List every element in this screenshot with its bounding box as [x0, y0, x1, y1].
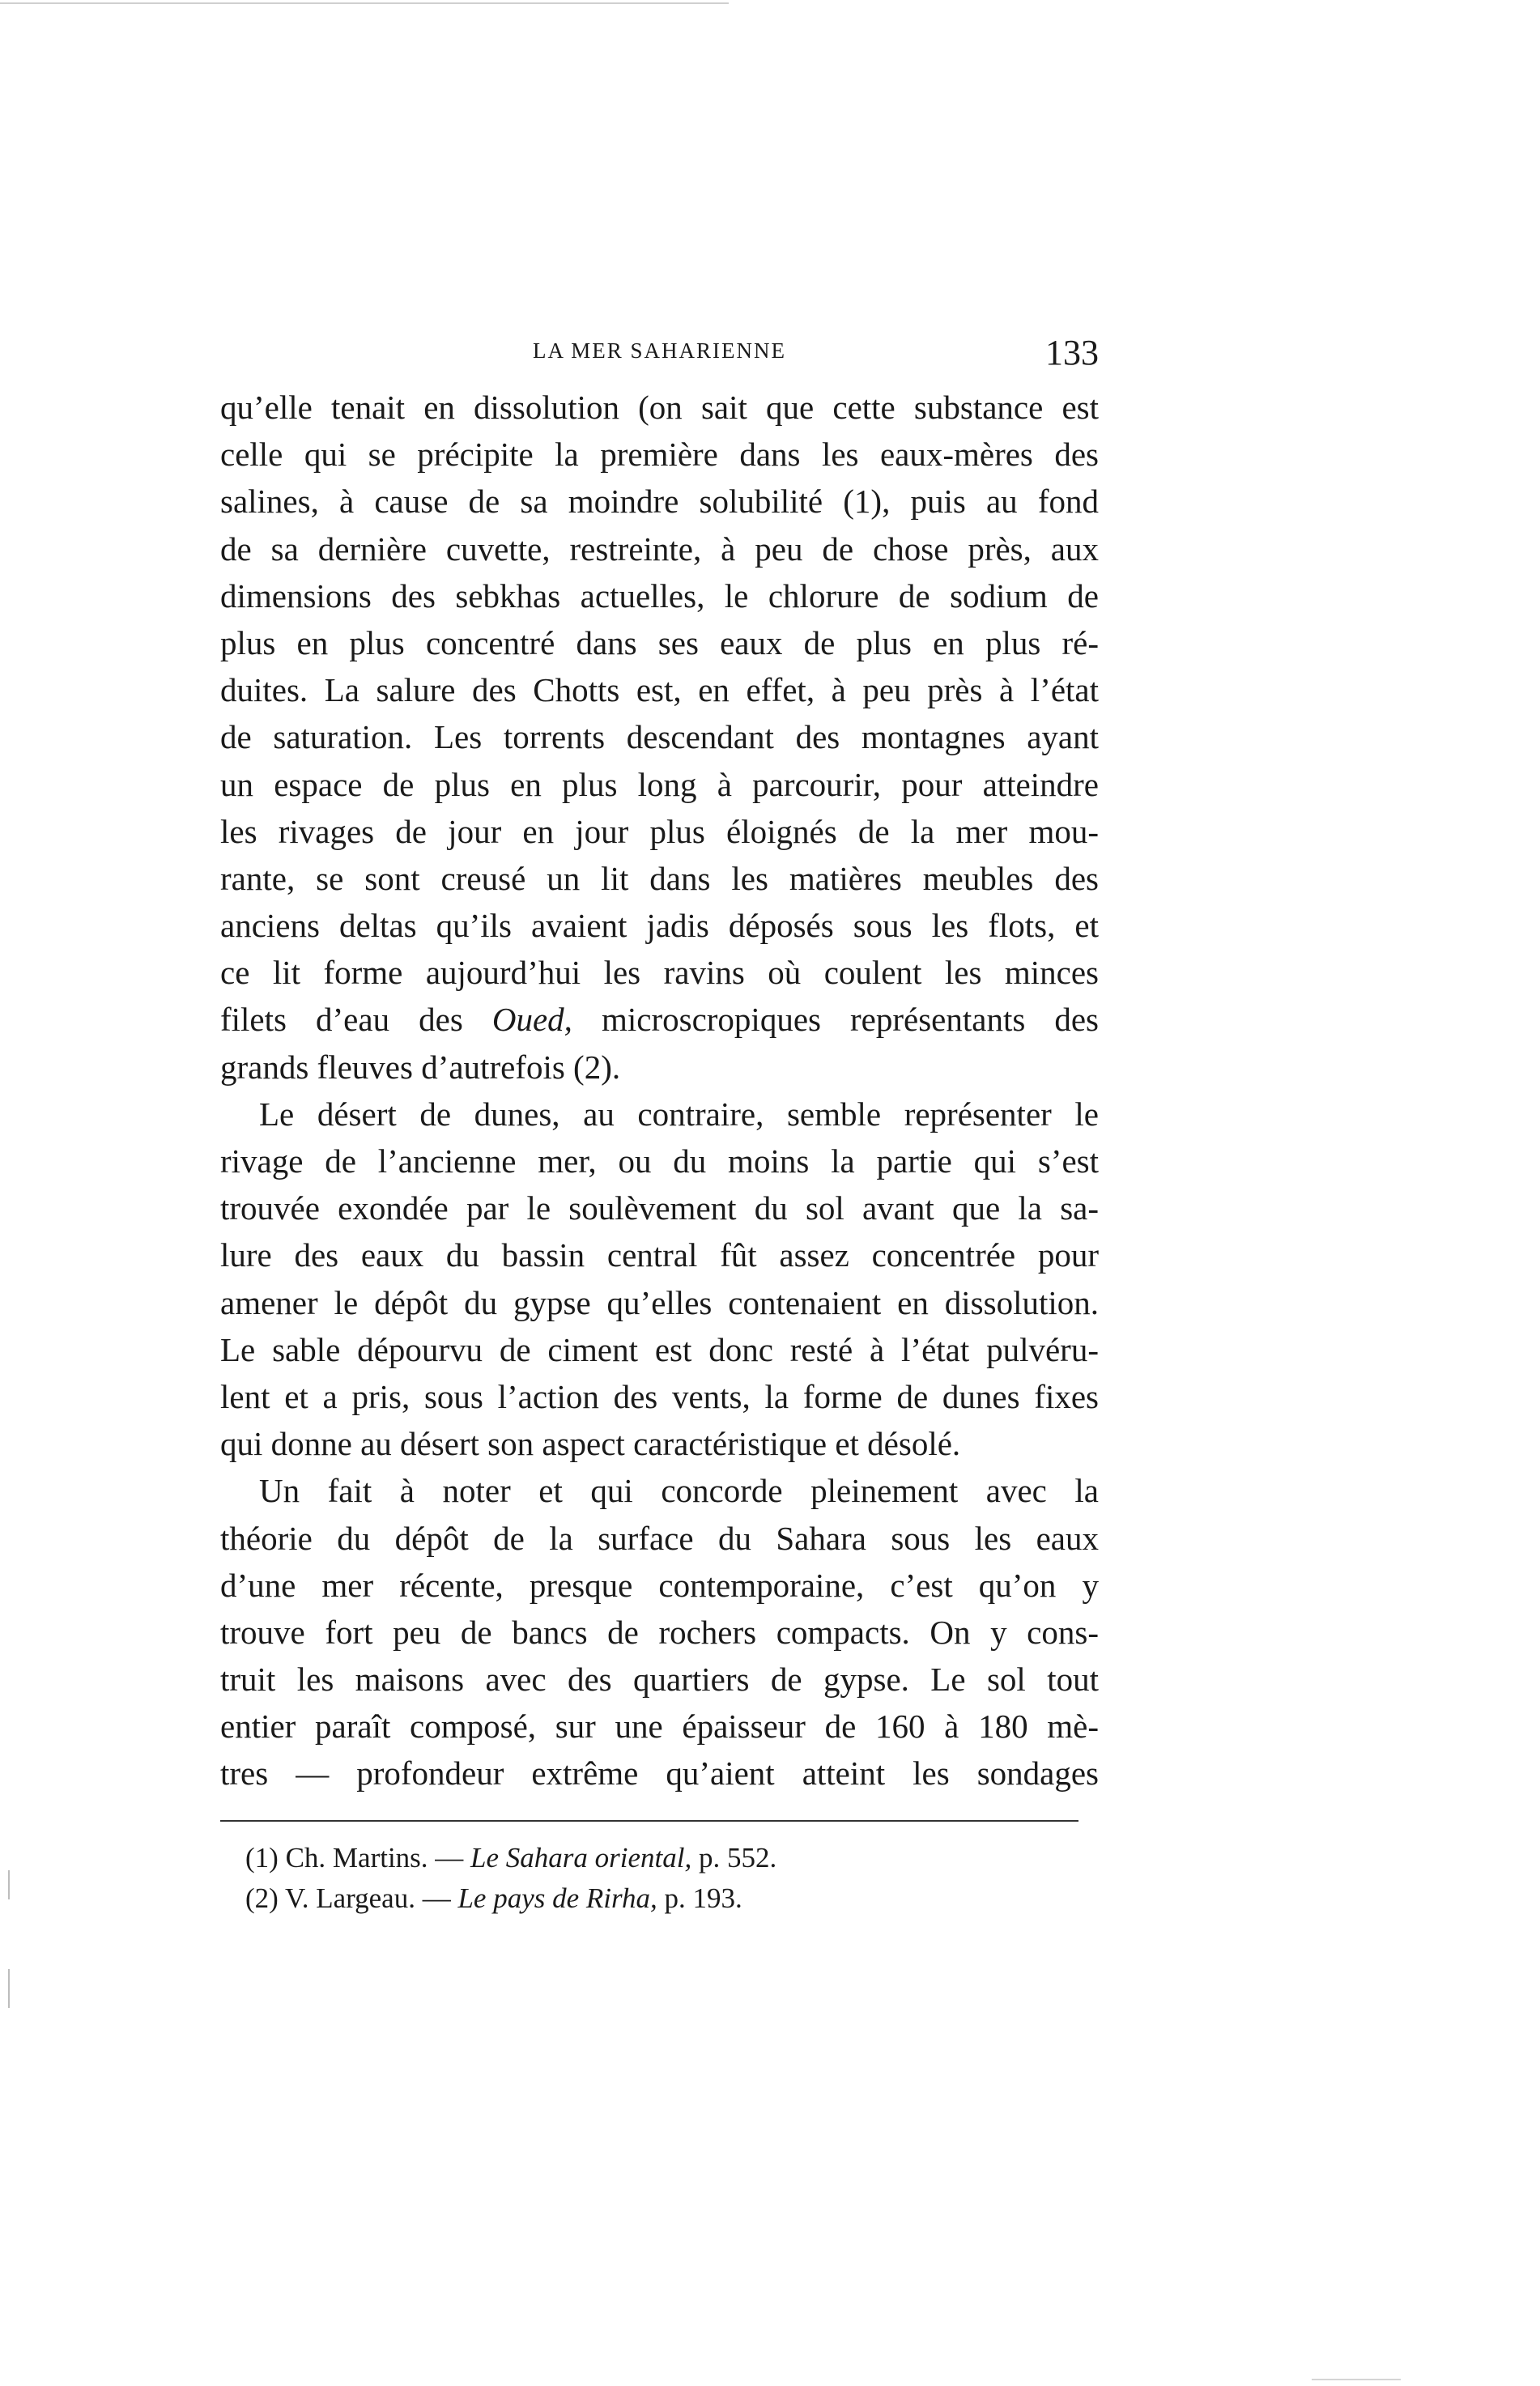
- footnote-title: Le pays de Rirha,: [457, 1882, 657, 1914]
- text-line: tres — profondeur extrême qu’aient atteint les sondages: [220, 1754, 1099, 1793]
- footnote-rule: [220, 1820, 1078, 1822]
- text-segment: microscropiques représentants des: [601, 1001, 1100, 1039]
- text-line: qui donne au désert son aspect caractéristique et désolé.: [220, 1425, 961, 1463]
- text-line: un espace de plus en plus long à parcourir, pour atteindre: [220, 765, 1099, 803]
- text-line: trouve fort peu de bancs de rochers compacts. On y cons-: [220, 1613, 1099, 1651]
- body-text: [220, 384, 1099, 1797]
- text-line: qu’elle tenait en dissolution (on sait que cette substance est: [220, 389, 1099, 426]
- text-line-mixed: [220, 996, 1099, 1043]
- running-head: LA MER SAHARIENNE: [532, 338, 786, 363]
- paragraph-start: Le désert de dunes, au contraire, semble représenter le: [259, 1095, 1099, 1133]
- text-line: salines, à cause de sa moindre solubilité (1), puis au fond: [220, 483, 1099, 521]
- scan-mark-bottom: [1312, 2379, 1401, 2380]
- text-line: plus en plus concentré dans ses eaux de plus en plus ré-: [220, 623, 1099, 661]
- text-line: rivage de l’ancienne mer, ou du moins la partie qui s’est: [220, 1142, 1099, 1180]
- text-line: de sa dernière cuvette, restreinte, à peu de chose près, aux: [220, 530, 1099, 568]
- text-line: ce lit forme aujourd’hui les ravins où coulent les minces: [220, 954, 1099, 992]
- footnotes: [245, 1838, 1055, 1919]
- text-line: de saturation. Les torrents descendant des montagnes ayant: [220, 718, 1099, 756]
- page-number: 133: [1045, 333, 1099, 372]
- text-line: grands fleuves d’autrefois (2).: [220, 1048, 621, 1086]
- text-line: truit les maisons avec des quartiers de gypse. Le sol tout: [220, 1661, 1099, 1699]
- text-line: théorie du dépôt de la surface du Sahara sous les eaux: [220, 1519, 1099, 1557]
- text-segment: filets d’eau des: [220, 1001, 463, 1039]
- text-line: les rivages de jour en jour plus éloignés de la mer mou-: [220, 812, 1099, 850]
- text-line: duites. La salure des Chotts est, en effet, à peu près à l’état: [220, 671, 1099, 709]
- footnote-page: p. 552.: [699, 1842, 777, 1873]
- footnote-author: Ch. Martins. —: [285, 1842, 464, 1873]
- page-header: [220, 332, 1099, 381]
- text-line: d’une mer récente, presque contemporaine, c’est qu’on y: [220, 1566, 1099, 1604]
- footnote: [245, 1878, 1055, 1919]
- text-line: lure des eaux du bassin central fût assez concentrée pour: [220, 1236, 1099, 1274]
- scan-mark-left-2: [8, 1969, 10, 2008]
- footnote: [245, 1838, 1055, 1878]
- text-line: rante, se sont creusé un lit dans les matières meubles des: [220, 859, 1099, 897]
- scan-mark-left-1: [8, 1870, 10, 1899]
- text-line: amener le dépôt du gypse qu’elles contenaient en dissolution.: [220, 1283, 1099, 1321]
- text-line: trouvée exondée par le soulèvement du sol avant que la sa-: [220, 1189, 1099, 1227]
- text-line: dimensions des sebkhas actuelles, le chlorure de sodium de: [220, 576, 1099, 615]
- footnote-page: p. 193.: [664, 1882, 742, 1914]
- footnote-marker: (1): [245, 1842, 279, 1873]
- footnote-author: V. Largeau. —: [284, 1882, 451, 1914]
- footnote-title: Le Sahara oriental,: [470, 1842, 692, 1873]
- text-line: lent et a pris, sous l’action des vents, la forme de dunes fixes: [220, 1377, 1099, 1415]
- footnote-marker: (2): [245, 1882, 279, 1914]
- italic-term: Oued,: [491, 1001, 572, 1039]
- text-line: entier paraît composé, sur une épaisseur de 160 à 180 mè-: [220, 1708, 1099, 1746]
- text-line: anciens deltas qu’ils avaient jadis déposés sous les flots, et: [220, 907, 1099, 945]
- text-line: celle qui se précipite la première dans les eaux-mères des: [220, 436, 1099, 474]
- text-line: Le sable dépourvu de ciment est donc resté à l’état pulvéru-: [220, 1330, 1099, 1368]
- paragraph-start: Un fait à noter et qui concorde pleinement avec la: [259, 1472, 1099, 1510]
- scan-mark-top: [0, 2, 729, 4]
